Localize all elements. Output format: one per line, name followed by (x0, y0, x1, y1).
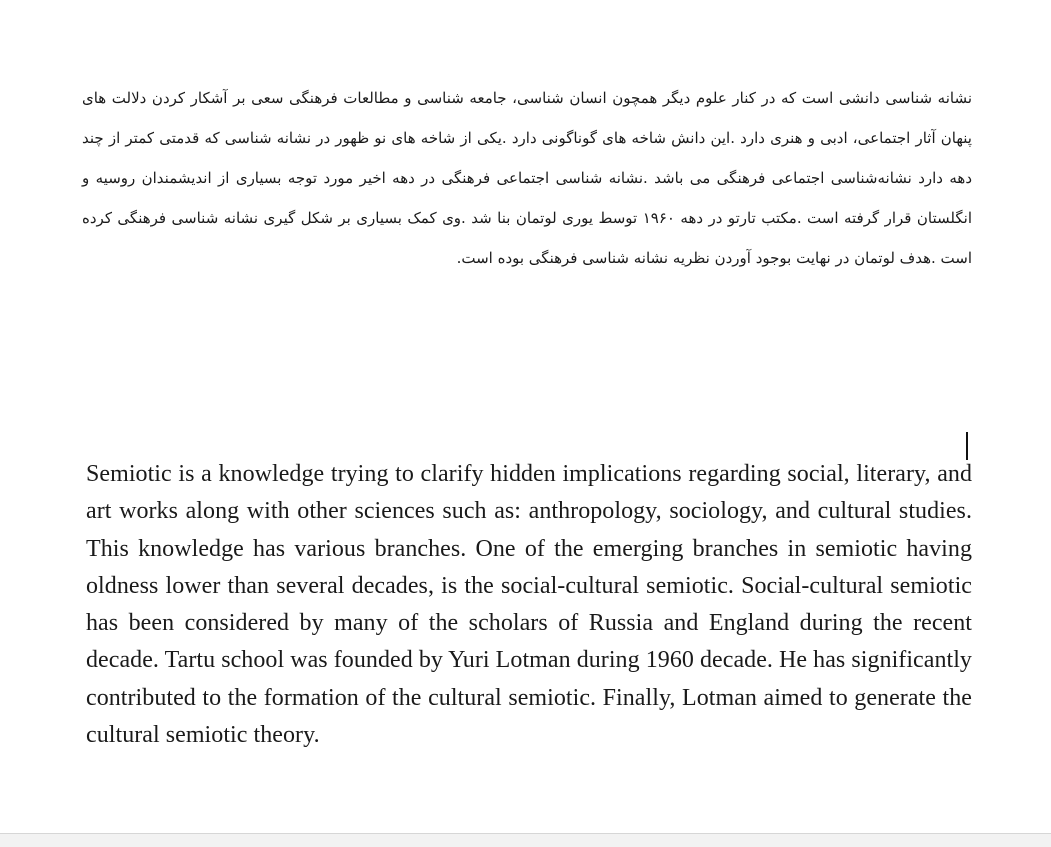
status-bar (0, 833, 1051, 847)
english-abstract[interactable] (86, 456, 972, 754)
persian-paragraph: نشانه شناسی دانشی است که در کنار علوم دیگر همچون انسان شناسی، جامعه شناسی و مطالعات فرهنگی سعی بر آشکار کردن دلالت های پنهان آثار اجتماعی، ادبی و هنری دارد .این دانش شاخه های گوناگونی دارد .یکی از شاخه های نو ظهور در نشانه شناسی که قدمتی کمتر از چند دهه دارد نشانه‌شناسی اجتماعی فرهنگی می باشد .نشانه شناسی اجتماعی فرهنگی در دهه اخیر مورد توجه بسیاری از اندیشمندان روسیه و انگلستان قرار گرفته است .مکتب تارتو در دهه ۱۹۶۰ توسط یوری لوتمان بنا شد .وی کمک بسیاری بر شکل گیری نشانه شناسی فرهنگی کرده است .هدف لوتمان در نهایت بوجود آوردن نظریه نشانه شناسی فرهنگی بوده است. (82, 89, 972, 267)
persian-abstract[interactable] (82, 78, 972, 278)
english-paragraph: Semiotic is a knowledge trying to clarify hidden implications regarding social, literary, and art works along with other sciences such as: anthropology, sociology, and cultural studies. This knowledge has various branches. One of the emerging branches in semiotic having oldness lower than several decades, is the social-cultural semiotic. Social-cultural semiotic has been considered by many of the scholars of Russia and England during the recent decade. Tartu school was founded by Yuri Lotman during 1960 decade. He has significantly contributed to the formation of the cultural semiotic. Finally, Lotman aimed to generate the cultural semiotic theory. (86, 461, 972, 749)
